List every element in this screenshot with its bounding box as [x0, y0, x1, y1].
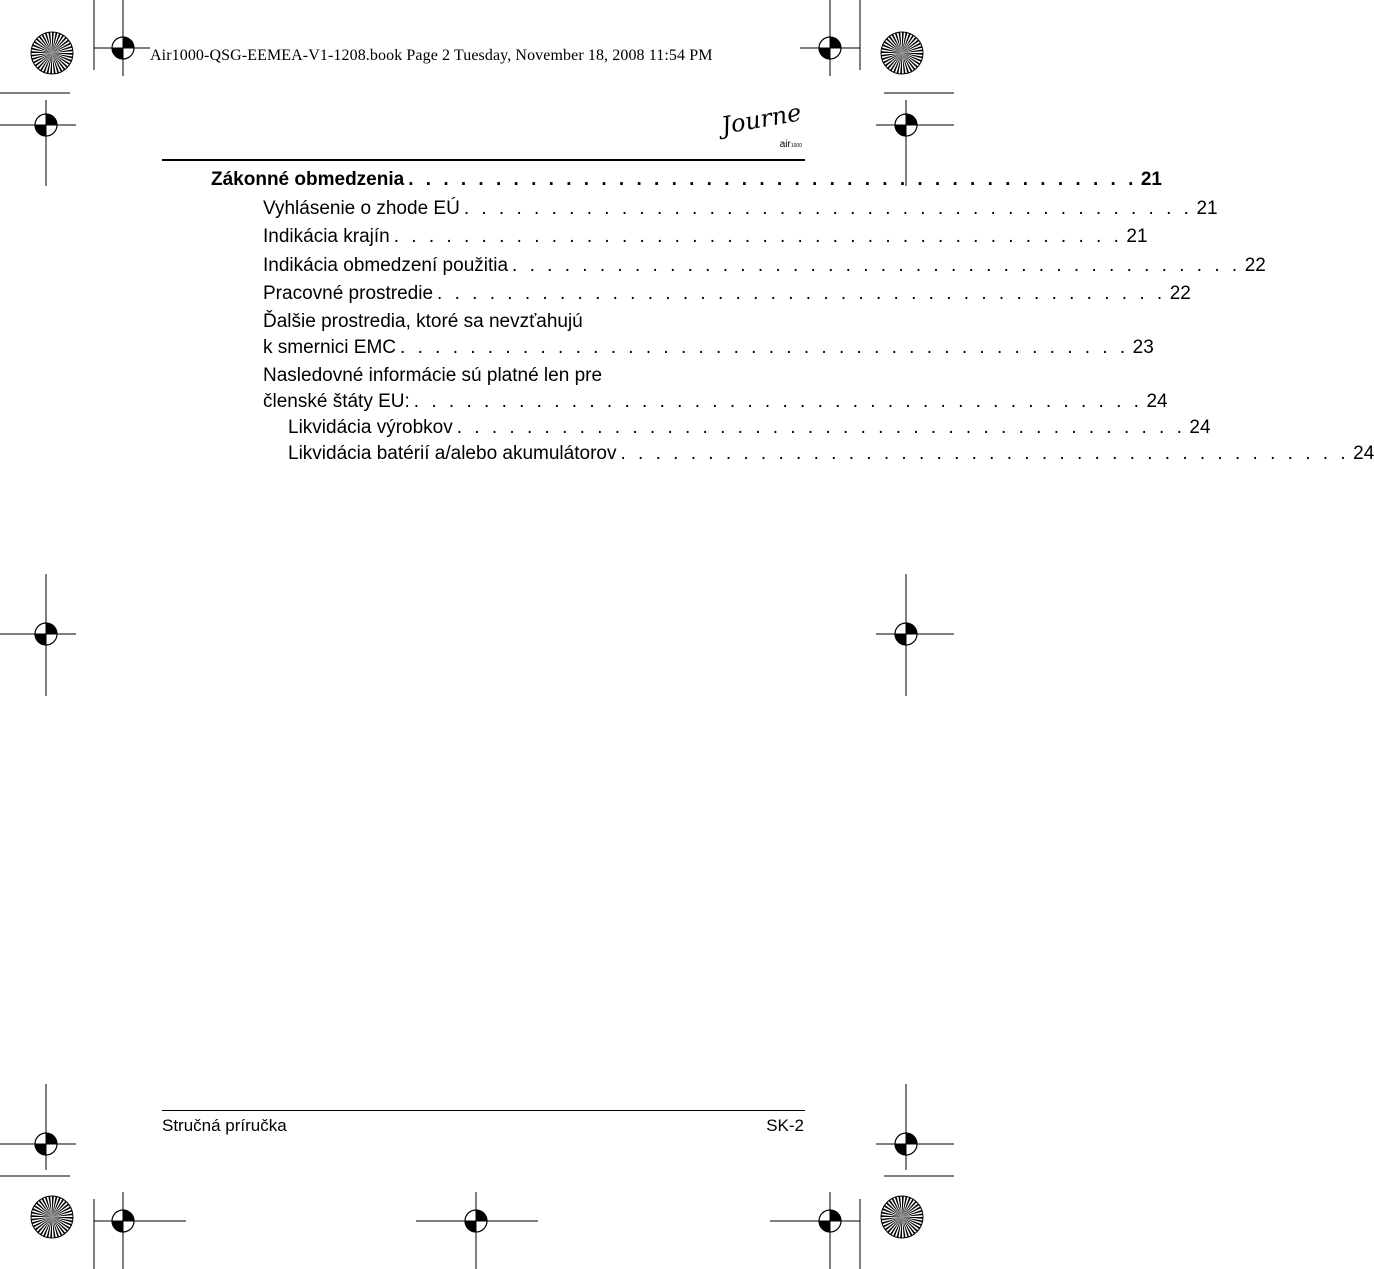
toc-entry[interactable] [288, 443, 1374, 465]
toc-entry[interactable] [211, 169, 1162, 191]
logo-sub: air1000 [779, 139, 802, 150]
toc-entry-title: členské štáty EU: [263, 391, 410, 412]
toc-entry[interactable] [288, 417, 1211, 439]
toc-entry[interactable] [263, 255, 1266, 277]
toc-entry-page: 23 [1132, 337, 1154, 358]
toc-leader-dots: . . . . . . . . . . . . . . . . . . . . . . . . . . . . . . . . . . . . . . . . . . [463, 198, 1193, 219]
toc-entry-title: Vyhlásenie o zhode EÚ [263, 198, 460, 219]
toc-entry-page: 21 [1196, 198, 1218, 219]
toc-entry-page: 24 [1189, 417, 1211, 438]
toc-entry-page: 22 [1244, 255, 1266, 276]
toc-entry-title: Likvidácia výrobkov [288, 417, 453, 438]
toc-leader-dots: . . . . . . . . . . . . . . . . . . . . . . . . . . . . . . . . . . . . . . . . . . [413, 391, 1143, 412]
toc-leader-dots: . . . . . . . . . . . . . . . . . . . . . . . . . . . . . . . . . . . . . . . . . . [393, 226, 1123, 247]
toc-entry-title-line1: Ďalšie prostredia, ktoré sa nevzťahujú [263, 311, 583, 332]
toc-leader-dots: . . . . . . . . . . . . . . . . . . . . . . . . . . . . . . . . . . . . . . . . . . [408, 169, 1137, 190]
footer-title: Stručná príručka [162, 1116, 287, 1135]
toc-entry[interactable] [263, 198, 1218, 220]
toc-entry-page: 24 [1353, 443, 1374, 464]
logo-script: Journe [719, 98, 804, 140]
toc-entry-page: 21 [1140, 169, 1162, 190]
toc-entry-title-line1: Nasledovné informácie sú platné len pre [263, 365, 603, 386]
toc-entry[interactable] [263, 337, 1154, 359]
toc-entry-page: 24 [1146, 391, 1168, 412]
page-number: SK-2 [766, 1116, 804, 1135]
toc-leader-dots: . . . . . . . . . . . . . . . . . . . . . . . . . . . . . . . . . . . . . . . . . . [512, 255, 1241, 276]
toc-entry-title: Pracovné prostredie [263, 283, 434, 304]
toc-entry-title: Indikácia obmedzení použitia [263, 255, 509, 276]
toc-leader-dots: . . . . . . . . . . . . . . . . . . . . . . . . . . . . . . . . . . . . . . . . . . [437, 283, 1166, 304]
toc-entry[interactable] [263, 226, 1148, 248]
toc-entry-title: Zákonné obmedzenia [211, 169, 405, 190]
toc-entry[interactable] [263, 283, 1191, 305]
toc-entry[interactable] [263, 391, 1168, 413]
toc-leader-dots: . . . . . . . . . . . . . . . . . . . . . . . . . . . . . . . . . . . . . . . . . . [620, 443, 1350, 464]
toc-leader-dots: . . . . . . . . . . . . . . . . . . . . . . . . . . . . . . . . . . . . . . . . . . [456, 417, 1186, 438]
footer-rule [162, 1110, 805, 1111]
toc-entry-title: Indikácia krajín [263, 226, 390, 247]
toc-entry-page: 21 [1126, 226, 1148, 247]
toc-leader-dots: . . . . . . . . . . . . . . . . . . . . . . . . . . . . . . . . . . . . . . . . . . [400, 337, 1129, 358]
toc-entry-title: Likvidácia batérií a/alebo akumulátorov [288, 443, 617, 464]
toc-entry-page: 22 [1169, 283, 1191, 304]
print-header: Air1000-QSG-EEMEA-V1-1208.book Page 2 Tuesday, November 18, 2008 11:54 PM [150, 47, 713, 64]
toc-entry-title: k smernici EMC [263, 337, 397, 358]
